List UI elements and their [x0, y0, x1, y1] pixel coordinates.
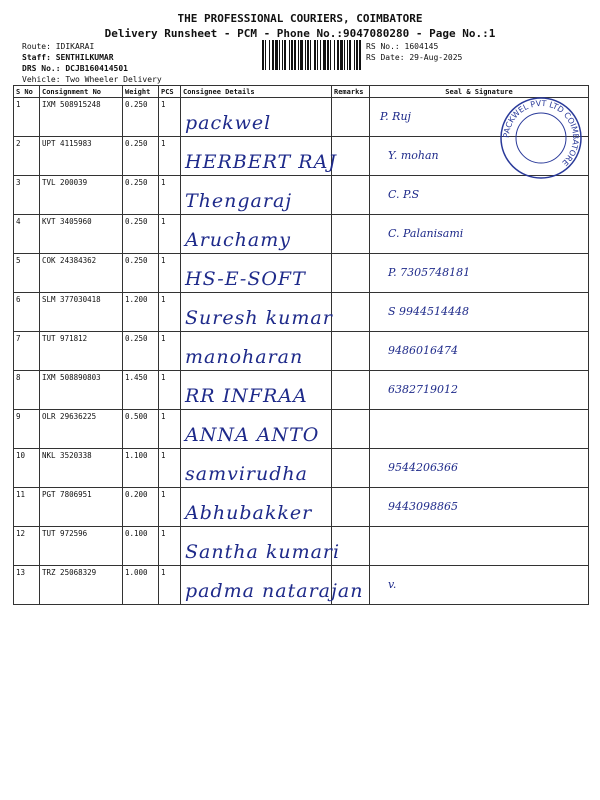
row-seal-signature — [370, 254, 589, 293]
barcode-bar — [300, 40, 303, 70]
barcode-bar — [349, 40, 351, 70]
row-seal-signature — [370, 527, 589, 566]
row-consignment-no: UPT 4115983 — [40, 137, 123, 176]
row-weight: 0.100 — [123, 527, 159, 566]
barcode-bar — [289, 40, 290, 70]
vehicle-value: Two Wheeler Delivery — [65, 75, 162, 84]
row-weight: 0.500 — [123, 410, 159, 449]
consignee-handwriting: packwel — [185, 112, 272, 134]
rs-date-label: RS Date: — [366, 53, 405, 62]
drs-label: DRS No.: — [22, 64, 61, 73]
row-weight: 0.250 — [123, 254, 159, 293]
row-consignment-no: KVT 3405960 — [40, 215, 123, 254]
col-consignee-details: Consignee Details — [181, 86, 332, 98]
row-consignment-no: PGT 7806951 — [40, 488, 123, 527]
row-seal-signature — [370, 449, 589, 488]
barcode-bar — [327, 40, 329, 70]
row-weight: 1.100 — [123, 449, 159, 488]
vehicle-line — [22, 75, 162, 84]
consignee-handwriting: HS-E-SOFT — [185, 268, 306, 290]
row-consignment-no: TUT 971812 — [40, 332, 123, 371]
barcode-bar — [359, 40, 361, 70]
row-consignment-no: SLM 377030418 — [40, 293, 123, 332]
table-row — [14, 566, 589, 605]
signature-handwriting: P. 7305748181 — [388, 266, 471, 279]
barcode-bar — [307, 40, 309, 70]
row-consignment-no: TRZ 25068329 — [40, 566, 123, 605]
barcode-bar — [330, 40, 331, 70]
barcode-bar — [340, 40, 343, 70]
col-sno: S No — [14, 86, 40, 98]
table-row — [14, 332, 589, 371]
row-weight: 1.450 — [123, 371, 159, 410]
consignee-handwriting: samvirudha — [185, 463, 308, 485]
row-sno: 4 — [14, 215, 40, 254]
row-consignee-details — [181, 566, 364, 605]
row-consignee-details — [181, 215, 332, 254]
row-weight: 1.000 — [123, 566, 159, 605]
consignee-handwriting: Abhubakker — [185, 502, 313, 524]
barcode-bar — [282, 40, 283, 70]
row-consignment-no: IXM 508890803 — [40, 371, 123, 410]
barcode-bar — [320, 40, 321, 70]
drs-line — [22, 64, 128, 73]
col-remarks: Remarks — [332, 86, 370, 98]
row-seal-signature — [370, 410, 589, 449]
row-sno: 6 — [14, 293, 40, 332]
row-consignee-details — [181, 332, 332, 371]
row-consignee-details — [181, 410, 332, 449]
row-consignment-no: TVL 200039 — [40, 176, 123, 215]
row-consignment-no: OLR 29636225 — [40, 410, 123, 449]
barcode-bar — [314, 40, 316, 70]
row-remarks — [332, 137, 370, 176]
barcode-bar — [317, 40, 318, 70]
barcode-bar — [265, 40, 266, 70]
table-row — [14, 488, 589, 527]
row-consignee-details — [181, 449, 332, 488]
row-sno: 11 — [14, 488, 40, 527]
page-subtitle: Delivery Runsheet - PCM - Phone No.:9047080280 - Page No.:1 — [104, 27, 496, 40]
table-row — [14, 449, 589, 488]
row-consignment-no: NKL 3520338 — [40, 449, 123, 488]
barcode-icon — [262, 40, 362, 70]
vehicle-label: Vehicle: — [22, 75, 61, 84]
route-line — [22, 42, 94, 51]
row-sno: 13 — [14, 566, 40, 605]
row-seal-signature — [370, 566, 589, 605]
signature-handwriting: S 9944514448 — [388, 305, 470, 318]
row-seal-signature — [370, 371, 589, 410]
row-sno: 1 — [14, 98, 40, 137]
row-pcs: 1 — [159, 449, 181, 488]
row-remarks — [332, 215, 370, 254]
signature-handwriting: 9443098865 — [388, 500, 458, 513]
barcode-bar — [269, 40, 270, 70]
barcode-bar — [354, 40, 355, 70]
row-pcs: 1 — [159, 137, 181, 176]
staff-label: Staff: — [22, 53, 51, 62]
signature-handwriting: C. P.S — [388, 188, 420, 201]
barcode-bar — [356, 40, 358, 70]
row-pcs: 1 — [159, 293, 181, 332]
row-pcs: 1 — [159, 332, 181, 371]
consignee-handwriting: HERBERT RAJ — [185, 151, 337, 173]
barcode-bar — [298, 40, 299, 70]
signature-handwriting: Y. mohan — [388, 149, 439, 162]
row-consignee-details — [181, 371, 332, 410]
barcode-bar — [294, 40, 296, 70]
row-remarks — [332, 449, 370, 488]
row-pcs: 1 — [159, 98, 181, 137]
row-sno: 7 — [14, 332, 40, 371]
row-consignee-details — [181, 488, 332, 527]
barcode-bar — [337, 40, 339, 70]
signature-handwriting: C. Palanisami — [388, 227, 464, 240]
row-seal-signature — [370, 488, 589, 527]
row-consignee-details — [181, 98, 332, 137]
row-remarks — [332, 566, 370, 605]
row-remarks — [332, 293, 370, 332]
signature-handwriting: 9544206366 — [388, 461, 458, 474]
row-remarks — [332, 371, 370, 410]
rs-date-value: 29-Aug-2025 — [409, 53, 463, 62]
table-row — [14, 254, 589, 293]
consignee-handwriting: manoharan — [185, 346, 304, 368]
rs-no-value: 1604145 — [404, 42, 439, 51]
row-remarks — [332, 488, 370, 527]
consignee-handwriting: Suresh kumar — [185, 307, 333, 329]
row-consignment-no: TUT 972596 — [40, 527, 123, 566]
consignee-handwriting: Aruchamy — [185, 229, 291, 251]
col-consignment-no: Consignment No — [40, 86, 123, 98]
company-seal-stamp — [498, 95, 584, 181]
barcode-bar — [310, 40, 311, 70]
staff-value: SENTHILKUMAR — [55, 53, 114, 62]
table-row — [14, 371, 589, 410]
row-sno: 3 — [14, 176, 40, 215]
barcode-bar — [347, 40, 348, 70]
row-pcs: 1 — [159, 410, 181, 449]
table-row — [14, 293, 589, 332]
barcode-bar — [262, 40, 264, 70]
table-row — [14, 176, 589, 215]
row-sno: 12 — [14, 527, 40, 566]
row-weight: 1.200 — [123, 293, 159, 332]
rs-no-label: RS No.: — [366, 42, 400, 51]
consignee-handwriting: ANNA ANTO — [185, 424, 320, 446]
stamp-text: PACKWEL PVT LTD COIMBATORE — [501, 98, 581, 168]
row-seal-signature — [370, 215, 589, 254]
table-row — [14, 215, 589, 254]
row-consignee-details — [181, 293, 332, 332]
barcode-bar — [305, 40, 306, 70]
signature-handwriting: 6382719012 — [388, 383, 458, 396]
barcode-bar — [334, 40, 335, 70]
row-weight: 0.200 — [123, 488, 159, 527]
row-seal-signature — [370, 332, 589, 371]
rs-no-line — [366, 42, 438, 51]
consignee-handwriting: padma natarajan — [185, 580, 364, 602]
consignee-handwriting: Santha kumari — [185, 541, 341, 563]
route-label: Route: — [22, 42, 51, 51]
row-weight: 0.250 — [123, 215, 159, 254]
barcode-bar — [272, 40, 274, 70]
row-consignee-details — [181, 176, 332, 215]
barcode-bar — [284, 40, 286, 70]
row-weight: 0.250 — [123, 332, 159, 371]
row-weight: 0.250 — [123, 98, 159, 137]
row-sno: 5 — [14, 254, 40, 293]
page-title: THE PROFESSIONAL COURIERS, COIMBATORE — [177, 12, 423, 25]
row-remarks — [332, 98, 370, 137]
row-pcs: 1 — [159, 527, 181, 566]
signature-handwriting: 9486016474 — [388, 344, 458, 357]
row-consignee-details — [181, 137, 337, 176]
rs-date-line — [366, 53, 462, 62]
row-weight: 0.250 — [123, 137, 159, 176]
row-remarks — [332, 176, 370, 215]
row-sno: 10 — [14, 449, 40, 488]
row-pcs: 1 — [159, 176, 181, 215]
route-value: IDIKARAI — [55, 42, 95, 51]
row-remarks — [332, 410, 370, 449]
row-consignee-details — [181, 254, 332, 293]
row-sno: 9 — [14, 410, 40, 449]
row-consignee-details — [181, 527, 341, 566]
row-seal-signature — [370, 176, 589, 215]
row-sno: 2 — [14, 137, 40, 176]
row-consignment-no: COK 24384362 — [40, 254, 123, 293]
barcode-bar — [275, 40, 278, 70]
barcode-bar — [323, 40, 326, 70]
staff-line — [22, 53, 114, 62]
barcode-bar — [291, 40, 293, 70]
row-pcs: 1 — [159, 488, 181, 527]
table-row — [14, 527, 589, 566]
consignee-handwriting: Thengaraj — [185, 190, 293, 212]
col-seal-signature: Seal & Signature — [370, 86, 589, 98]
barcode-bar — [344, 40, 345, 70]
row-pcs: 1 — [159, 566, 181, 605]
signature-handwriting: P. Ruj — [380, 110, 411, 123]
row-pcs: 1 — [159, 215, 181, 254]
row-pcs: 1 — [159, 371, 181, 410]
row-remarks — [332, 332, 370, 371]
barcode-bar — [279, 40, 280, 70]
row-remarks — [332, 254, 370, 293]
table-row — [14, 410, 589, 449]
row-pcs: 1 — [159, 254, 181, 293]
signature-handwriting: v. — [388, 578, 397, 591]
col-pcs: PCS — [159, 86, 181, 98]
row-remarks — [332, 527, 370, 566]
row-seal-signature — [370, 293, 589, 332]
row-weight: 0.250 — [123, 176, 159, 215]
row-consignment-no: IXM 508915248 — [40, 98, 123, 137]
col-weight: Weight — [123, 86, 159, 98]
row-sno: 8 — [14, 371, 40, 410]
consignee-handwriting: RR INFRAA — [185, 385, 308, 407]
drs-value: DCJB160414501 — [65, 64, 128, 73]
